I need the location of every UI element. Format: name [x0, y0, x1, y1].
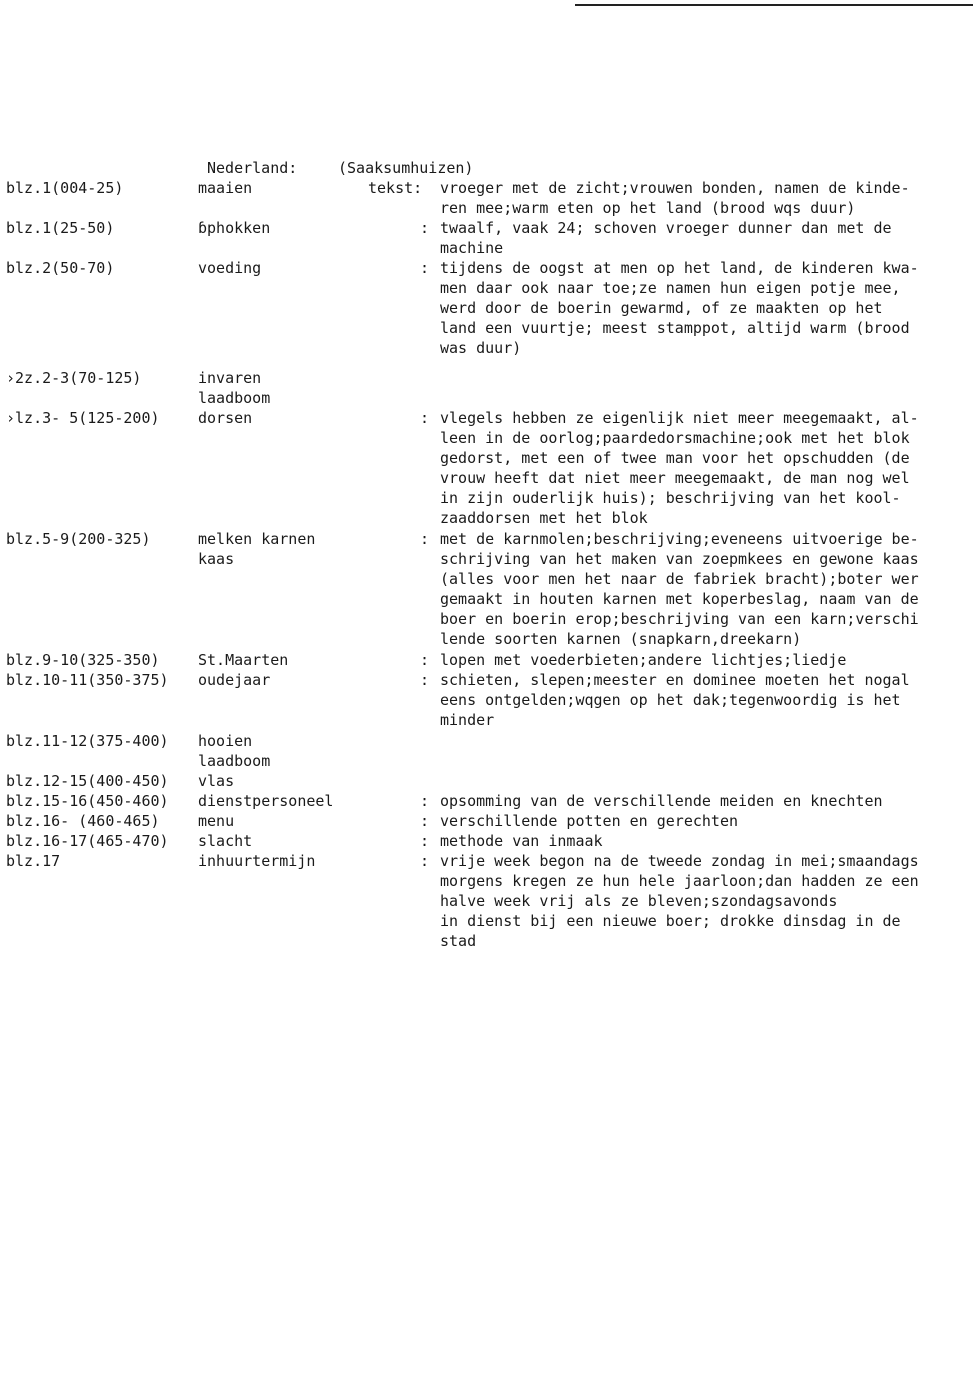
page-reference: blz.2(50-70) [6, 259, 115, 277]
summary-text: twaalf, vaak 24; schoven vroeger dunner dan met de machine [440, 219, 892, 257]
separator-colon: : [420, 671, 430, 689]
separator-colon: : [420, 259, 430, 277]
text-label: tekst: [368, 179, 423, 197]
document-header [0, 158, 973, 178]
header-place: (Saaksumhuizen) [338, 159, 474, 177]
separator-colon: : [420, 852, 430, 870]
topic: ɓphokken [198, 219, 271, 237]
summary-text: tijdens de oogst at men op het land, de kinderen kwa- men daar ook naar toe;ze namen hun eigen potje mee, werd door de boerin gewarmd, of ze maakten op het land een vuurtje; meest stamppot, altijd warm (brood was duur) [440, 259, 919, 357]
topic: menu [198, 812, 235, 830]
summary-text: vlegels hebben ze eigenlijk niet meer meegemaakt, al- leen in de oorlog;paardedorsmachine;ook met het blok gedorst, met een of twee man voor het opschudden (de vrouw heeft dat niet meer meegemaakt, de man nog wel in zijn ouderlijk huis); beschrijving van het kool- zaaddorsen met het blok [440, 409, 919, 527]
separator-colon: : [420, 409, 430, 427]
separator-colon: : [420, 812, 430, 830]
topic: inhuurtermijn [198, 852, 316, 870]
topic: dienstpersoneel [198, 792, 334, 810]
topic: melken karnen kaas [198, 530, 316, 568]
page-reference: ›2z.2-3(70-125) [6, 369, 142, 387]
topic: slacht [198, 832, 253, 850]
summary-text: verschillende potten en gerechten [440, 812, 739, 830]
summary-text: vroeger met de zicht;vrouwen bonden, namen de kinde- ren mee;warm eten op het land (brood wqs duur) [440, 179, 910, 217]
separator-colon: : [420, 219, 430, 237]
topic: invaren laadboom [198, 369, 271, 407]
page-reference: blz.16- (460-465) [6, 812, 160, 830]
summary-text: met de karnmolen;beschrijving;eveneens uitvoerige be- schrijving van het maken van zoepmkees en gewone kaas (alles voor men het naar de fabriek bracht);boter wer gemaakt in houten karnen met koperbeslag, naam van de boer en boerin erop;beschrijving van een karn;verschi lende soorten karnen (snapkarn,dreekarn) [440, 530, 919, 648]
page-reference: blz.1(25-50) [6, 219, 115, 237]
page-reference: ›lz.3- 5(125-200) [6, 409, 160, 427]
page-reference: blz.1(004-25) [6, 179, 124, 197]
page-reference: blz.16-17(465-470) [6, 832, 169, 850]
page-reference: blz.12-15(400-450) [6, 772, 169, 790]
topic: dorsen [198, 409, 253, 427]
page-reference: blz.11-12(375-400) [6, 732, 169, 750]
topic: maaien [198, 179, 253, 197]
separator-colon: : [420, 792, 430, 810]
summary-text: lopen met voederbieten;andere lichtjes;liedje [440, 651, 847, 669]
page-reference: blz.17 [6, 852, 61, 870]
topic: oudejaar [198, 671, 271, 689]
page-reference: blz.5-9(200-325) [6, 530, 151, 548]
separator-colon: : [420, 530, 430, 548]
header-country: Nederland: [207, 159, 298, 177]
topic: voeding [198, 259, 262, 277]
topic: hooien laadboom [198, 732, 271, 770]
separator-colon: : [420, 651, 430, 669]
page-reference: blz.10-11(350-375) [6, 671, 169, 689]
top-rule [575, 4, 973, 6]
separator-colon: : [420, 832, 430, 850]
page-reference: blz.15-16(450-460) [6, 792, 169, 810]
summary-text: schieten, slepen;meester en dominee moeten het nogal eens ontgelden;wqgen op het dak;tegenwoordig is het minder [440, 671, 910, 729]
topic: vlas [198, 772, 235, 790]
summary-text: opsomming van de verschillende meiden en knechten [440, 792, 883, 810]
summary-text: vrije week begon na de tweede zondag in mei;smaandags morgens kregen ze hun hele jaarloon;dan hadden ze een halve week vrij als ze bleven;szondagsavonds in dienst bij een nieuwe boer; drokke dinsdag in de stad [440, 852, 919, 950]
summary-text: methode van inmaak [440, 832, 603, 850]
page-reference: blz.9-10(325-350) [6, 651, 160, 669]
topic: St.Maarten [198, 651, 289, 669]
